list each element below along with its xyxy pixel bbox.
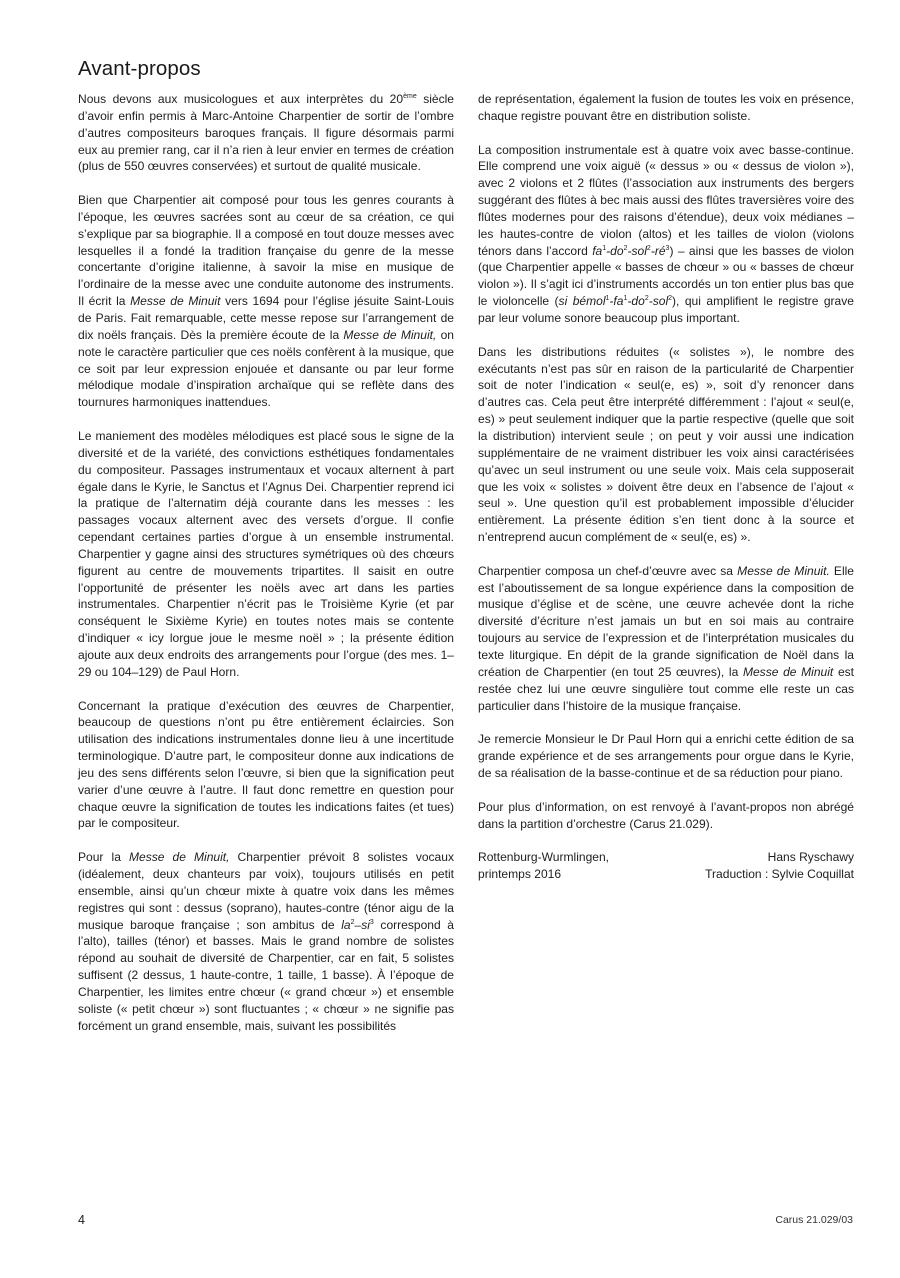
signature-place: Rottenburg-Wurmlingen, (478, 850, 610, 865)
paragraph: Bien que Charpentier ait composé pour tous les genres courants à l’époque, les œuvres sacrées sont au cœur de sa création, ce qui s’explique par sa biographie. Il a composé en tout douze messes avec lesquelles il a fondé la tradition française du genre de la messe concertante d’origine italienne, à savoir la mise en musique de l’ordinaire de la messe avec une conduite autonome des instruments. Il écrit la Messe de Minuit vers 1694 pour l’église jésuite Saint-Louis de Paris. Fait remarquable, cette messe repose sur l’arrangement de dix noëls français. Dès la première écoute de la Messe de Minuit, on note le caractère particulier que ces noëls confèrent à la musique, que ce soit par leur expression enjouée et dansante ou par leur forme mélodique modale d’inspiration archaïque qui se reflète dans des tournures harmoniques inattendues. (78, 193, 454, 410)
paragraph: La composition instrumentale est à quatre voix avec basse-continue. Elle comprend une voix aiguë (« dessus » ou « dessus de violon »), avec 2 violons et 2 flûtes (l’association aux instruments des bergers suggérant des flûtes à bec mais aussi des flûtes traversières voire des flûtes modernes pour des raisons d’étendue), deux voix médianes – les hautes-contre de violon (altos) et les tailles de violon (violons ténors dans l’accord $fa^1-do^2-sol^2-ré^3$) – ainsi que les basses de violon (que Charpentier appelle « basses de chœur » ou « basses de chœur violon »). Il s’agit ici d’instruments accordés un ton entier plus bas que le violoncelle (si $bémol^1-fa^1-do^2-sol^2$), qui amplifient le registre grave par leur volume sonore beaucoup plus important. (478, 142, 854, 326)
paragraph: Dans les distributions réduites (« solistes »), le nombre des exécutants n’est pas sûr en raison de la particularité de Charpentier soit de noter l’indication « seul(e, es) », soit d’y renoncer dans d’autres cas. Cela peut être interprété différemment : l’ajout « seul(e, es) » peut seulement indiquer que la partie respective (quelle que soit la distribution) intervient seule ; on peut y voir aussi une indication supplémentaire de ne vraiment distribuer les voix ainsi caractérisées qu’avec un seul instrument ou une seule voix. Mais cela supposerait que les voix « solistes » doivent être deux en l’absence de l’ajout « seul ». Une question qu’il est probablement impossible d’élucider entièrement. La présente édition s’en tient donc à la source et n’entreprend aucun complément de « seul(e, es) ». (478, 344, 854, 545)
paragraph: Pour la Messe de Minuit, Charpentier prévoit 8 solistes vocaux (idéalement, deux chanteurs par voix), toujours utilisés en petit ensemble, ainsi qu’un chœur mixte à quatre voix dans les mêmes registres qui sont : dessus (soprano), hautes-contre (ténor aigu de la musique baroque française ; son ambitus de $la^2-si^3$ correspond à l’alto), tailles (ténor) et basses. Mais le grand nombre de solistes répond au souhait de diversité de Charpentier, car en fait, 5 solistes suffisent (2 dessus, 1 haute-contre, 1 taille, 1 basse). À l’époque de Charpentier, les limites entre chœur (« grand chœur ») et ensemble soliste (« petit chœur ») sont fluctuantes ; « chœur » ne signifie pas forcément un grand ensemble, mais, suivant les possibilités (78, 850, 454, 1033)
paragraph: Je remercie Monsieur le Dr Paul Horn qui a enrichi cette édition de sa grande expérience et de ses arrangements pour orgue dans le Kyrie, de sa réalisation de la basse-continue et de sa réduction pour piano. (478, 732, 854, 780)
paragraph: Nous devons aux musicologues et aux interprètes du 20ème siècle d’avoir enfin permis à Marc-Antoine Charpentier de sortir de l’ombre d’autres compositeurs baroques français. Il figure désormais parmi eux au premier rang, car il n’a rien à leur envier en termes de création (plus de 550 œuvres conservées) et surtout de qualité musicale. (78, 92, 454, 174)
signature-author: Hans Ryschawy (767, 850, 854, 865)
page-title: Avant-propos (78, 57, 201, 80)
signature-block (478, 849, 854, 883)
signature-date: printemps 2016 (478, 867, 562, 882)
page-number: 4 (78, 1213, 85, 1227)
paragraph: Pour plus d’information, on est renvoyé à l’avant-propos non abrégé dans la partition d’orchestre (Carus 21.029). (478, 799, 854, 831)
right-column (478, 91, 854, 883)
paragraph: Charpentier composa un chef-d’œuvre avec sa Messe de Minuit. Elle est l’aboutissement de sa longue expérience dans la composition de musique d’église et de scène, une œuvre achevée dont la riche diversité d’écriture n’est jamais un but en soi mais au contraire toujours au service de l’expression et de l’interprétation musicales du texte liturgique. En dépit de la grande signification de Noël dans la création de Charpentier (en tout 25 œuvres), la Messe de Minuit est restée chez lui une œuvre singulière tout comme elle reste un cas particulier dans l’histoire de la musique française. (478, 563, 855, 713)
paragraph: de représentation, également la fusion de toutes les voix en présence, chaque registre pouvant être en distribution soliste. (478, 92, 854, 123)
paragraph: Le maniement des modèles mélodiques est placé sous le signe de la diversité et de la variété, des convictions esthétiques fondamentales du compositeur. Passages instrumentaux et vocaux alternent à part égale dans le Kyrie, le Sanctus et l’Agnus Dei. Charpentier reprend ici la pratique de l’alternatim déjà courante dans les messes : les passages vocaux alternent avec des versets d’orgue. Il confie cependant certaines parties d’orgue à un ensemble instrumental. Charpentier y gagne ainsi des structures symétriques où des chœurs figurent au centre de mouvements tripartites. Il saisit en outre l’opportunité de présenter les noëls avec art dans les parties instrumentales. Charpentier n’écrit pas le Troisième Kyrie (et par conséquent le Sixième Kyrie) en toutes notes mais se contente d’indiquer « icy lorgue joue le mesme noël » ; la présente édition ajoute aux deux endroits des arrangements pour l’orgue (des mes. 1–29 ou 104–129) de Paul Horn. (78, 428, 454, 679)
paragraph: Concernant la pratique d’exécution des œuvres de Charpentier, beaucoup de questions n’ont pu être entièrement éclaircies. Son utilisation des indications instrumentales donne lieu à une incertitude terminologique. D’autre part, le compositeur donne aux indications de jeu des sens différents selon l’œuvre, si bien que la signification peut varier d’une œuvre à l’autre. Il faut donc remettre en question pour chaque œuvre la signification de toutes les indications faites (et tues) par le compositeur. (78, 698, 454, 831)
left-column (78, 91, 454, 1034)
catalog-number: Carus 21.029/03 (775, 1214, 853, 1226)
signature-translator: Traduction : Sylvie Coquillat (705, 867, 854, 882)
